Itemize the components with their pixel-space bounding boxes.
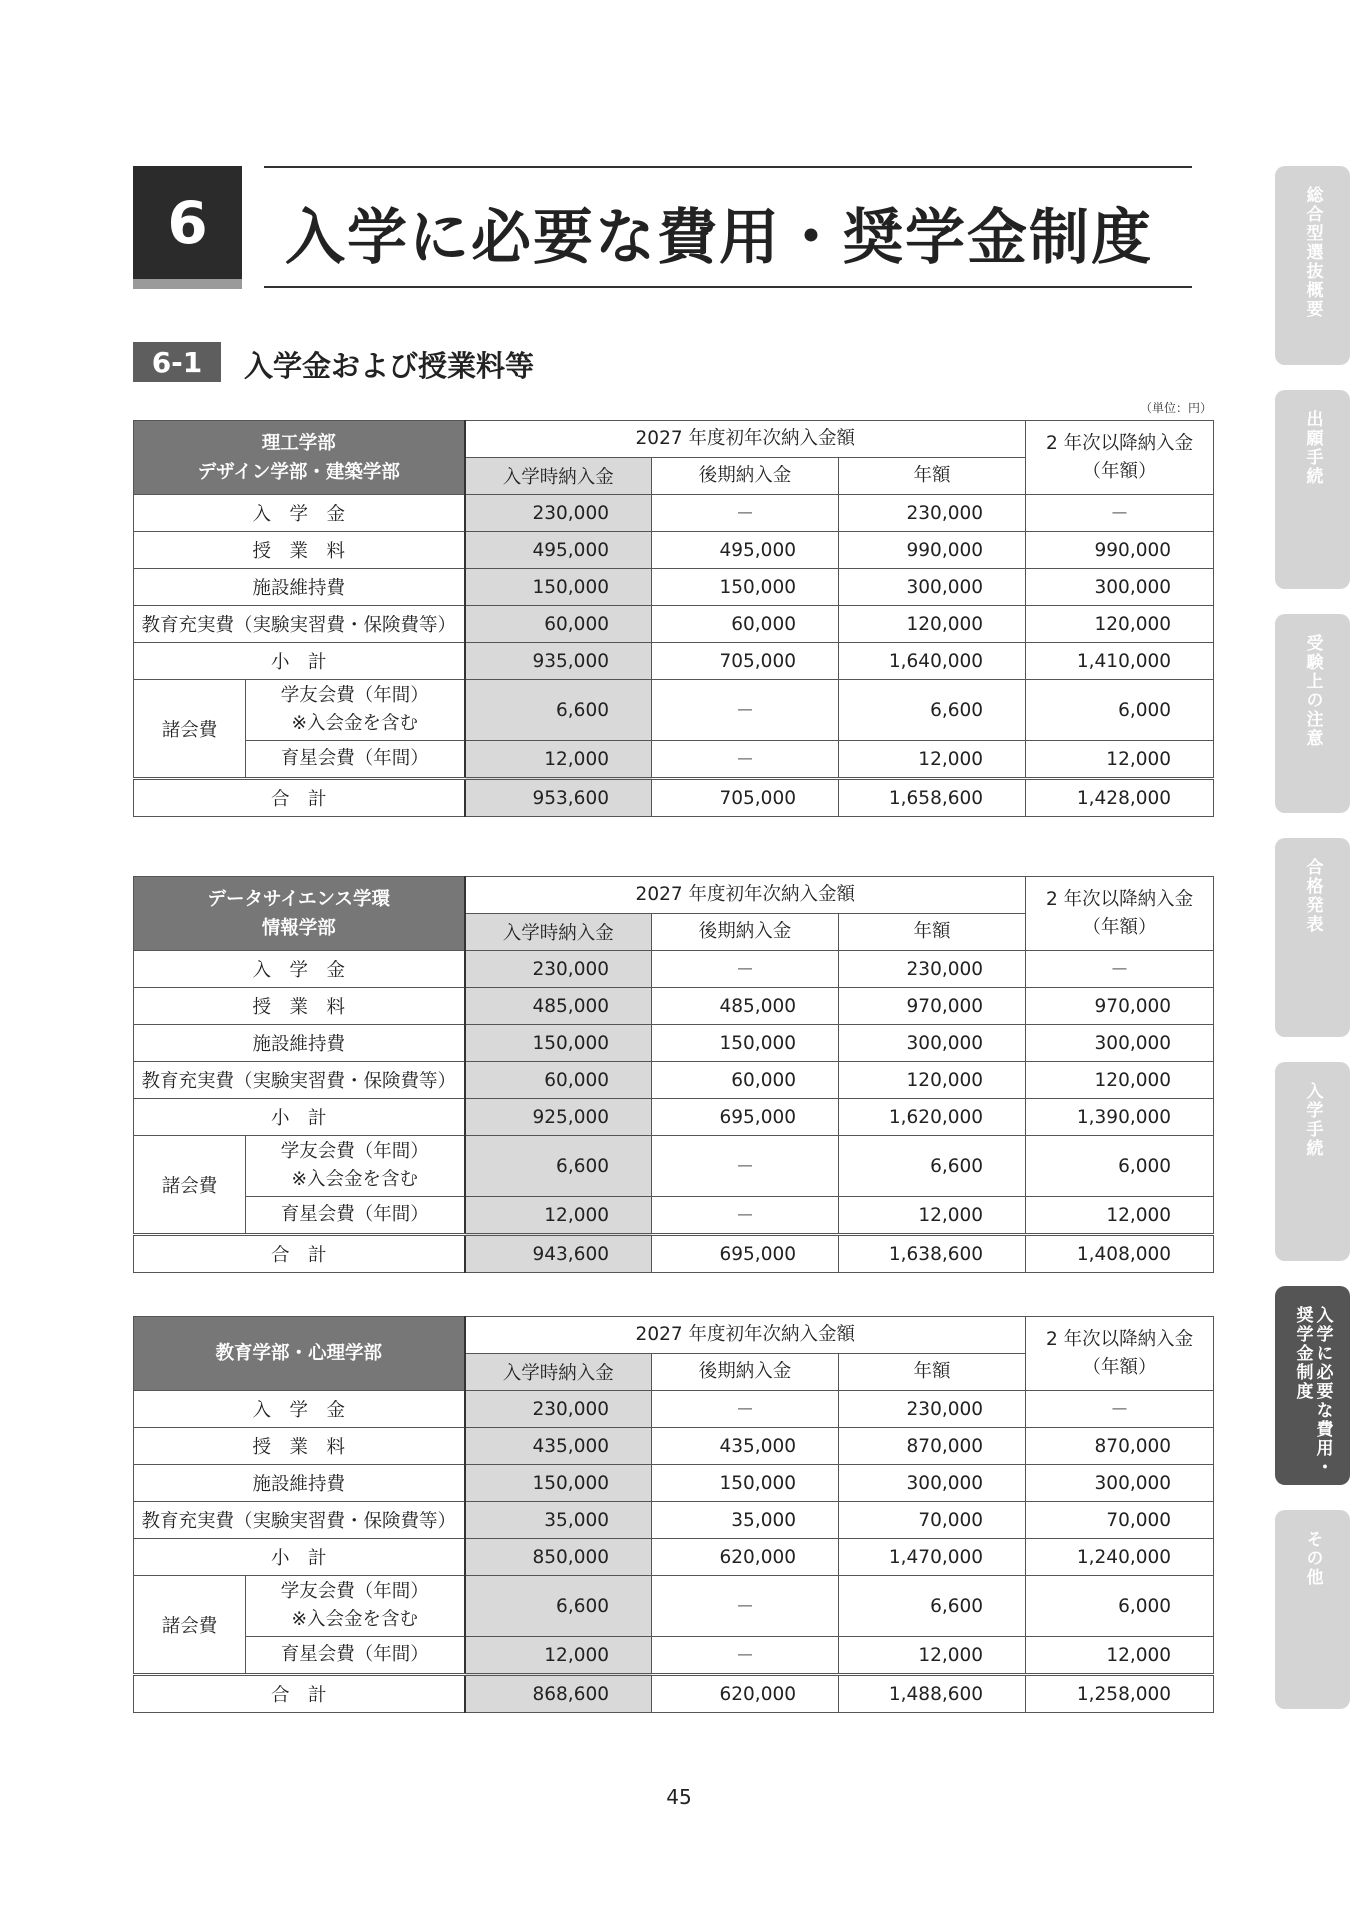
- cell: 1,620,000: [839, 1099, 1026, 1136]
- side-tab-label: 受験上の注意: [1302, 634, 1323, 748]
- cell: －: [652, 1637, 839, 1675]
- cell: 300,000: [839, 569, 1026, 606]
- row-label: [246, 1576, 465, 1637]
- cell: 230,000: [465, 1391, 652, 1428]
- row-label: 教育充実費（実験実習費・保険費等）: [134, 1062, 465, 1099]
- cell: 495,000: [465, 532, 652, 569]
- cell: 970,000: [839, 988, 1026, 1025]
- cell: 1,428,000: [1026, 779, 1214, 817]
- cell: 943,600: [465, 1235, 652, 1273]
- side-tab-label: 総合型選抜概要: [1302, 186, 1323, 319]
- row-label: 小 計: [134, 1099, 465, 1136]
- first-year-header: 2027 年度初年次納入金額: [465, 1317, 1026, 1354]
- dept-header: [134, 877, 465, 951]
- table-row: [134, 1197, 1214, 1235]
- page-number: 45: [666, 1785, 692, 1809]
- side-tab-2[interactable]: [1275, 390, 1350, 589]
- cell: －: [1026, 495, 1214, 532]
- cell: 925,000: [465, 1099, 652, 1136]
- cell: －: [1026, 951, 1214, 988]
- cell: 12,000: [839, 1637, 1026, 1675]
- later-header: 後期納入金: [652, 914, 839, 951]
- chapter-number-shadow: [133, 279, 242, 289]
- cell: 435,000: [465, 1428, 652, 1465]
- cell: 150,000: [652, 1465, 839, 1502]
- cell: 485,000: [465, 988, 652, 1025]
- side-tab-1[interactable]: [1275, 166, 1350, 365]
- chapter-number: 6: [133, 166, 242, 279]
- cell: 620,000: [652, 1539, 839, 1576]
- row-label-line1: 学友会費（年間）: [280, 685, 429, 706]
- first-year-header: 2027 年度初年次納入金額: [465, 877, 1026, 914]
- table-row: [134, 1062, 1214, 1099]
- row-label: 小 計: [134, 643, 465, 680]
- dept-line1: 理工学部: [261, 432, 336, 454]
- cell: 705,000: [652, 779, 839, 817]
- row-label: [246, 680, 465, 741]
- table-row: [134, 1539, 1214, 1576]
- side-tab-label: 出願手続: [1302, 410, 1323, 486]
- cell: 300,000: [839, 1465, 1026, 1502]
- table-row: [134, 1637, 1214, 1675]
- cell: 6,600: [839, 680, 1026, 741]
- row-label: 入 学 金: [134, 1391, 465, 1428]
- fee-table-1: [133, 420, 1214, 817]
- cell: －: [1026, 1391, 1214, 1428]
- row-label: [246, 1136, 465, 1197]
- table-header-row: [134, 421, 1214, 458]
- dept-line2: デザイン学部・建築学部: [197, 461, 400, 483]
- cell: 870,000: [839, 1428, 1026, 1465]
- cell: 6,600: [465, 1576, 652, 1637]
- cell: 6,600: [839, 1136, 1026, 1197]
- cell: －: [652, 495, 839, 532]
- table-row: [134, 988, 1214, 1025]
- cell: －: [652, 741, 839, 779]
- cell: 1,470,000: [839, 1539, 1026, 1576]
- cell: 70,000: [1026, 1502, 1214, 1539]
- cell: 1,640,000: [839, 643, 1026, 680]
- row-label: 授 業 料: [134, 988, 465, 1025]
- cell: 60,000: [465, 1062, 652, 1099]
- cell: 868,600: [465, 1675, 652, 1713]
- group-label: 諸会費: [134, 680, 246, 779]
- cell: 695,000: [652, 1235, 839, 1273]
- cell: 695,000: [652, 1099, 839, 1136]
- cell: 12,000: [839, 1197, 1026, 1235]
- row-label: 教育充実費（実験実習費・保険費等）: [134, 1502, 465, 1539]
- cell: 120,000: [839, 1062, 1026, 1099]
- row-label: 授 業 料: [134, 532, 465, 569]
- annual-header: 年額: [839, 458, 1026, 495]
- dept-line2: 情報学部: [261, 917, 336, 939]
- cell: 60,000: [465, 606, 652, 643]
- cell: 12,000: [465, 741, 652, 779]
- cell: 150,000: [465, 1465, 652, 1502]
- row-label-line1: 学友会費（年間）: [280, 1581, 429, 1602]
- dept-line1: 教育学部・心理学部: [215, 1343, 383, 1364]
- row-label: 育星会費（年間）: [246, 1197, 465, 1235]
- cell: 990,000: [1026, 532, 1214, 569]
- second-year-header-line2: （年額）: [1082, 1356, 1157, 1378]
- cell: 35,000: [465, 1502, 652, 1539]
- row-label: 施設維持費: [134, 1465, 465, 1502]
- second-year-header: [1026, 877, 1214, 951]
- enroll-header: 入学時納入金: [465, 914, 652, 951]
- cell: －: [652, 1197, 839, 1235]
- table-row: [134, 532, 1214, 569]
- table-row-total: [134, 1235, 1214, 1273]
- second-year-header-line2: （年額）: [1082, 460, 1157, 482]
- later-header: 後期納入金: [652, 1354, 839, 1391]
- unit-note: （単位：円）: [1140, 401, 1213, 415]
- row-label: 合 計: [134, 1235, 465, 1273]
- table-row: [134, 1025, 1214, 1062]
- row-label: 育星会費（年間）: [246, 1637, 465, 1675]
- cell: 300,000: [839, 1025, 1026, 1062]
- group-label: 諸会費: [134, 1136, 246, 1235]
- cell: 230,000: [839, 495, 1026, 532]
- cell: 60,000: [652, 1062, 839, 1099]
- row-label: 入 学 金: [134, 951, 465, 988]
- cell: 6,000: [1026, 1136, 1214, 1197]
- table-header-row: [134, 877, 1214, 914]
- side-tab-label: 入学手続: [1302, 1082, 1323, 1158]
- cell: 12,000: [1026, 1197, 1214, 1235]
- cell: 300,000: [1026, 1465, 1214, 1502]
- cell: 150,000: [465, 1025, 652, 1062]
- cell: 60,000: [652, 606, 839, 643]
- side-tab-label: 入学に必要な費用・奨学金制度: [1292, 1306, 1333, 1477]
- cell: 300,000: [1026, 1025, 1214, 1062]
- cell: 150,000: [465, 569, 652, 606]
- table-row: [134, 1502, 1214, 1539]
- row-label: 教育充実費（実験実習費・保険費等）: [134, 606, 465, 643]
- table-row: [134, 951, 1214, 988]
- cell: 970,000: [1026, 988, 1214, 1025]
- table-row: [134, 495, 1214, 532]
- table-row: [134, 643, 1214, 680]
- cell: 435,000: [652, 1428, 839, 1465]
- cell: 1,258,000: [1026, 1675, 1214, 1713]
- cell: 12,000: [1026, 741, 1214, 779]
- cell: 230,000: [465, 951, 652, 988]
- side-tab-label: その他: [1302, 1530, 1323, 1587]
- table-row: [134, 741, 1214, 779]
- table-row-total: [134, 779, 1214, 817]
- chapter-title: 入学に必要な費用・奨学金制度: [285, 203, 1153, 273]
- cell: 120,000: [1026, 1062, 1214, 1099]
- cell: 990,000: [839, 532, 1026, 569]
- chapter-rule-top: [264, 166, 1192, 168]
- cell: 6,600: [465, 1136, 652, 1197]
- row-label-line2: ※入会金を含む: [291, 713, 418, 734]
- cell: 1,410,000: [1026, 643, 1214, 680]
- cell: －: [652, 951, 839, 988]
- cell: 150,000: [652, 569, 839, 606]
- cell: 1,488,600: [839, 1675, 1026, 1713]
- cell: 70,000: [839, 1502, 1026, 1539]
- table-row: [134, 569, 1214, 606]
- cell: 12,000: [465, 1637, 652, 1675]
- cell: 230,000: [839, 1391, 1026, 1428]
- cell: －: [652, 680, 839, 741]
- cell: 935,000: [465, 643, 652, 680]
- cell: 6,000: [1026, 1576, 1214, 1637]
- second-year-header-line1: 2 年次以降納入金: [1045, 1328, 1194, 1350]
- table-row: [134, 606, 1214, 643]
- cell: 6,600: [839, 1576, 1026, 1637]
- dept-header: [134, 1317, 465, 1391]
- row-label-line2: ※入会金を含む: [291, 1609, 419, 1630]
- table-header-row: [134, 1317, 1214, 1354]
- second-year-header-line2: （年額）: [1082, 916, 1157, 938]
- table-row-total: [134, 1675, 1214, 1713]
- table-row: [134, 1136, 1214, 1197]
- second-year-header-line1: 2 年次以降納入金: [1045, 432, 1194, 454]
- section-title: 入学金および授業料等: [244, 349, 535, 383]
- cell: 620,000: [652, 1675, 839, 1713]
- cell: 1,390,000: [1026, 1099, 1214, 1136]
- fee-table-2: [133, 876, 1214, 1273]
- second-year-header: [1026, 1317, 1214, 1391]
- annual-header: 年額: [839, 1354, 1026, 1391]
- cell: －: [652, 1576, 839, 1637]
- row-label-line1: 学友会費（年間）: [280, 1141, 429, 1162]
- cell: 1,240,000: [1026, 1539, 1214, 1576]
- cell: 230,000: [839, 951, 1026, 988]
- section-number: 6-1: [133, 342, 221, 382]
- cell: 12,000: [839, 741, 1026, 779]
- cell: 120,000: [1026, 606, 1214, 643]
- cell: 870,000: [1026, 1428, 1214, 1465]
- cell: 705,000: [652, 643, 839, 680]
- row-label: 合 計: [134, 1675, 465, 1713]
- row-label: 合 計: [134, 779, 465, 817]
- fee-table-3: [133, 1316, 1214, 1713]
- cell: 35,000: [652, 1502, 839, 1539]
- side-tab-4[interactable]: [1275, 838, 1350, 1037]
- cell: 953,600: [465, 779, 652, 817]
- first-year-header: 2027 年度初年次納入金額: [465, 421, 1026, 458]
- row-label: 施設維持費: [134, 569, 465, 606]
- cell: 12,000: [1026, 1637, 1214, 1675]
- dept-line1: データサイエンス学環: [207, 888, 390, 910]
- table-row: [134, 1576, 1214, 1637]
- cell: －: [652, 1391, 839, 1428]
- cell: 1,408,000: [1026, 1235, 1214, 1273]
- table-row: [134, 1391, 1214, 1428]
- table-row: [134, 1099, 1214, 1136]
- group-label: 諸会費: [134, 1576, 246, 1675]
- chapter-rule-bottom: [264, 286, 1192, 288]
- enroll-header: 入学時納入金: [465, 458, 652, 495]
- row-label: 入 学 金: [134, 495, 465, 532]
- cell: 1,638,600: [839, 1235, 1026, 1273]
- second-year-header: [1026, 421, 1214, 495]
- cell: 300,000: [1026, 569, 1214, 606]
- cell: 230,000: [465, 495, 652, 532]
- table-row: [134, 680, 1214, 741]
- row-label-line2: ※入会金を含む: [291, 1169, 419, 1190]
- side-tab-label: 合格発表: [1302, 858, 1323, 934]
- cell: 120,000: [839, 606, 1026, 643]
- row-label: 育星会費（年間）: [246, 741, 465, 779]
- cell: 6,000: [1026, 680, 1214, 741]
- enroll-header: 入学時納入金: [465, 1354, 652, 1391]
- side-tab-6[interactable]: [1275, 1286, 1350, 1485]
- side-tab-3[interactable]: [1275, 614, 1350, 813]
- cell: 485,000: [652, 988, 839, 1025]
- cell: 850,000: [465, 1539, 652, 1576]
- cell: －: [652, 1136, 839, 1197]
- cell: 150,000: [652, 1025, 839, 1062]
- cell: 12,000: [465, 1197, 652, 1235]
- table-row: [134, 1428, 1214, 1465]
- cell: 495,000: [652, 532, 839, 569]
- cell: 6,600: [465, 680, 652, 741]
- table-row: [134, 1465, 1214, 1502]
- cell: 1,658,600: [839, 779, 1026, 817]
- annual-header: 年額: [839, 914, 1026, 951]
- row-label: 小 計: [134, 1539, 465, 1576]
- second-year-header-line1: 2 年次以降納入金: [1045, 888, 1194, 910]
- row-label: 授 業 料: [134, 1428, 465, 1465]
- later-header: 後期納入金: [652, 458, 839, 495]
- row-label: 施設維持費: [134, 1025, 465, 1062]
- dept-header: [134, 421, 465, 495]
- side-tab-5[interactable]: [1275, 1062, 1350, 1261]
- side-tab-7[interactable]: [1275, 1510, 1350, 1709]
